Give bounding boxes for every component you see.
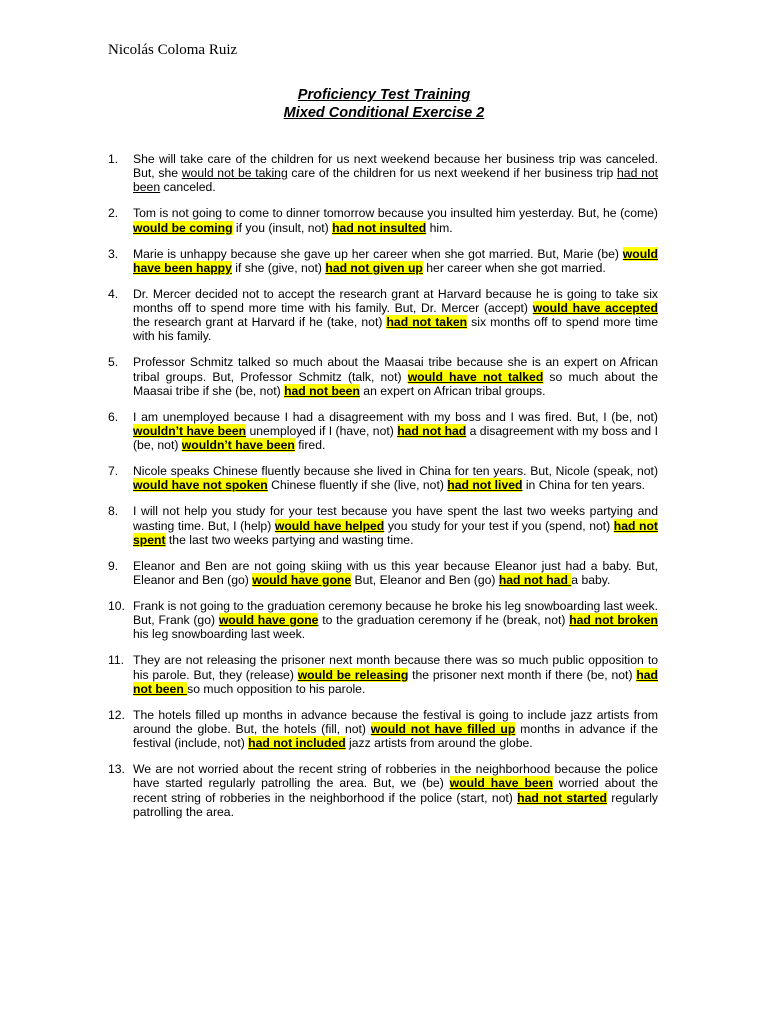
answer-highlight: had not been — [133, 667, 658, 696]
answer-highlight: would have been — [449, 776, 553, 791]
author-name: Nicolás Coloma Ruiz — [108, 42, 238, 58]
answer-highlight: had not taken — [386, 315, 468, 330]
title-block — [0, 86, 768, 122]
answer-highlight: would have helped — [274, 518, 385, 533]
sentence-text: I am unemployed because I had a disagreement with my boss and I was fired. But, I (be, not) — [133, 409, 658, 424]
sentence-text: Marie is unhappy because she gave up her career when she got married. But, Marie (be) — [133, 246, 623, 261]
sentence-text: fired. — [294, 438, 326, 453]
sentence-text: They are not releasing the prisoner next month because there was so much public opposition to his parole. But, they (release) — [133, 653, 658, 682]
item-text — [133, 410, 658, 452]
sentence-text: him. — [426, 220, 453, 235]
sentence-text: an expert on African tribal groups. — [359, 383, 546, 398]
sentence-text: to the graduation ceremony if he (break, not) — [318, 613, 570, 628]
sentence-text: so much opposition to his parole. — [187, 681, 366, 696]
item-number: 2. — [108, 206, 119, 221]
exercise-item — [108, 762, 658, 819]
answer-highlight: had not broken — [569, 613, 658, 628]
sentence-text: worried about the recent string of robberies in the neighborhood if the police (start, not) — [133, 776, 658, 805]
answer-highlight: would not have filled up — [370, 722, 516, 737]
answer-highlight: wouldn’t have been — [133, 424, 247, 439]
sentence-text: regularly patrolling the area. — [133, 790, 658, 819]
exercise-item — [108, 653, 658, 696]
document-subtitle: Mixed Conditional Exercise 2 — [283, 105, 485, 121]
exercise-item — [108, 599, 658, 642]
sentence-text: unemployed if I (have, not) — [246, 424, 398, 439]
item-text — [133, 559, 658, 587]
item-text — [133, 708, 658, 750]
underlined-answer: had not been — [133, 166, 659, 195]
answer-highlight: had not been — [284, 383, 360, 398]
sentence-text: Tom is not going to come to dinner tomorrow because you insulted him yesterday. But, he (come) — [133, 206, 658, 221]
sentence-text: But, Eleanor and Ben (go) — [351, 573, 499, 588]
answer-highlight: would have gone — [218, 613, 319, 628]
answer-highlight: had not had — [397, 424, 467, 439]
sentence-text: care of the children for us next weekend if her business trip — [287, 166, 618, 181]
sentence-text: his leg snowboarding last week. — [133, 627, 306, 642]
exercise-item — [108, 152, 658, 195]
sentence-text: Eleanor and Ben are not going skiing with us this year because Eleanor just had a baby. But, Eleanor and Ben (go) — [133, 558, 658, 588]
sentence-text: months in advance if the festival (include, not) — [133, 722, 658, 751]
exercise-item — [108, 355, 658, 398]
item-text — [133, 599, 658, 641]
sentence-text: if she (give, not) — [231, 260, 326, 275]
item-number: 11. — [108, 653, 125, 668]
answer-highlight: would be coming — [133, 220, 233, 235]
sentence-text: canceled. — [160, 180, 216, 195]
sentence-text: Dr. Mercer decided not to accept the research grant at Harvard because he is going to take six months off to spend more time with his family. But, Dr. Mercer (accept) — [133, 286, 658, 316]
answer-highlight: had not spent — [133, 518, 658, 547]
item-text — [133, 504, 658, 546]
item-text — [133, 762, 658, 819]
exercise-item — [108, 559, 658, 587]
sentence-text: a baby. — [571, 573, 611, 588]
sentence-text: Chinese fluently if she (live, not) — [267, 478, 448, 493]
item-number: 9. — [108, 558, 119, 573]
exercise-list — [108, 152, 658, 831]
exercise-item — [108, 287, 658, 344]
sentence-text: The hotels filled up months in advance because the festival is going to include jazz artists from around the globe. But, the hotels (fill, not) — [133, 707, 658, 737]
item-number: 12. — [108, 707, 125, 722]
item-text — [133, 464, 658, 492]
sentence-text: a disagreement with my boss and I (be, not) — [133, 424, 658, 453]
item-number: 1. — [108, 152, 119, 166]
sentence-text: if you (insult, not) — [232, 220, 333, 235]
exercise-item — [108, 464, 658, 492]
sentence-text: Frank is not going to the graduation ceremony because he broke his leg snowboarding last week. But, Frank (go) — [133, 599, 658, 628]
sentence-text: Professor Schmitz talked so much about the Maasai tribe because she is an expert on African tribal groups. But, Professor Schmitz (talk, not) — [133, 355, 658, 384]
item-text — [133, 247, 658, 275]
item-number: 3. — [108, 246, 119, 261]
sentence-text: We are not worried about the recent string of robberies in the neighborhood because the police have started regularly patrolling the area. But, we (be) — [133, 762, 658, 791]
sentence-text: jazz artists from around the globe. — [345, 736, 533, 751]
item-text — [133, 206, 658, 234]
item-number: 10. — [108, 599, 125, 614]
sentence-text: the research grant at Harvard if he (take, not) — [133, 315, 387, 330]
exercise-item — [108, 206, 658, 234]
item-text — [133, 287, 658, 344]
item-text — [133, 152, 658, 194]
answer-highlight: would have not spoken — [133, 478, 268, 493]
answer-highlight: had not insulted — [332, 220, 427, 235]
sentence-text: the prisoner next month if there (be, not) — [408, 667, 637, 682]
item-text — [133, 653, 658, 695]
sentence-text: her career when she got married. — [422, 260, 606, 275]
sentence-text: the last two weeks partying and wasting time. — [165, 532, 414, 547]
answer-highlight: had not included — [248, 736, 346, 751]
answer-highlight: wouldn’t have been — [181, 438, 295, 453]
item-number: 7. — [108, 464, 119, 479]
underlined-answer: would not be taking — [181, 166, 288, 181]
sentence-text: Nicole speaks Chinese fluently because she lived in China for ten years. But, Nicole (speak, not) — [133, 464, 658, 479]
answer-highlight: would have gone — [252, 573, 352, 588]
answer-highlight: had not given up — [325, 260, 423, 275]
exercise-item — [108, 708, 658, 751]
answer-highlight: would be releasing — [297, 667, 409, 682]
document-title: Proficiency Test Training — [297, 87, 471, 103]
sentence-text: in China for ten years. — [522, 478, 646, 493]
item-number: 6. — [108, 409, 119, 424]
exercise-item — [108, 247, 658, 275]
answer-highlight: had not lived — [447, 478, 523, 493]
answer-highlight: had not had — [498, 573, 572, 588]
item-number: 8. — [108, 504, 119, 519]
sentence-text: so much about the Maasai tribe if she (be, not) — [133, 369, 658, 398]
item-number: 5. — [108, 355, 119, 370]
item-text — [133, 355, 658, 397]
item-number: 13. — [108, 762, 125, 777]
exercise-item — [108, 504, 658, 547]
sentence-text: I will not help you study for your test because you have spent the last two weeks partying and wasting time. But, I (help) — [133, 504, 658, 533]
sentence-text: She will take care of the children for us next weekend because her business trip was canceled. But, she — [133, 152, 658, 181]
answer-highlight: had not started — [517, 790, 607, 805]
item-number: 4. — [108, 286, 119, 301]
exercise-item — [108, 410, 658, 453]
sentence-text: you study for your test if you (spend, not) — [384, 518, 614, 533]
answer-highlight: would have accepted — [532, 301, 658, 316]
answer-highlight: would have been happy — [133, 246, 658, 275]
answer-highlight: would have not talked — [407, 369, 544, 384]
sentence-text: six months off to spend more time with his family. — [133, 315, 658, 344]
